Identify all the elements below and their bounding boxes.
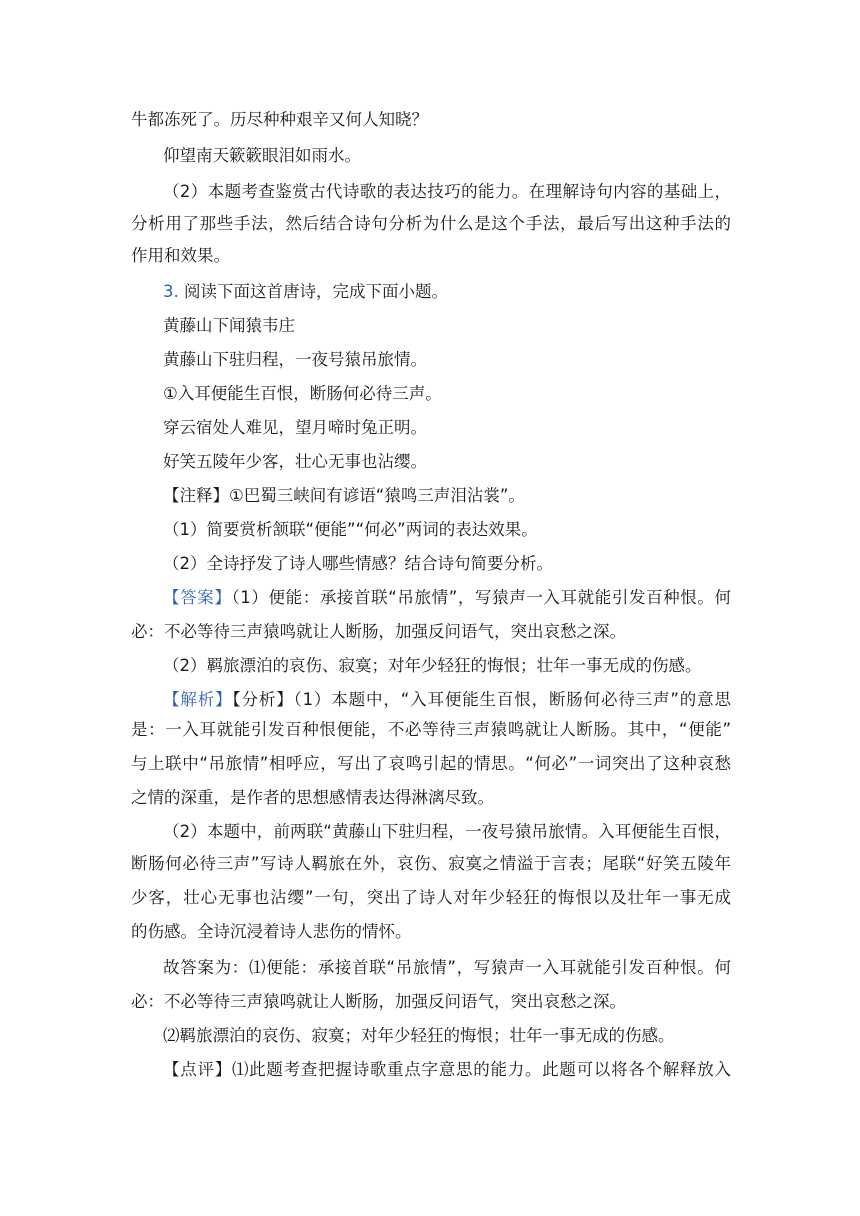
poem-line: 黄藤山下驻归程，一夜号猿吊旅情。: [163, 350, 427, 369]
analysis-line: 断肠何必待三声”写诗人羁旅在外，哀伤、寂寞之情溢于言表；尾联“好笑五陵年: [131, 854, 731, 873]
conclusion-line: 故答案为：⑴便能：承接首联“吊旅情”，写猿声一入耳就能引发百种恨。何: [163, 958, 731, 977]
comment-line: 【点评】⑴此题考查把握诗歌重点字意思的能力。此题可以将各个解释放入: [163, 1060, 731, 1079]
analysis-line: 少客，壮心无事也沾缨”一句，突出了诗人对年少轻狂的悔恨以及壮年一事无成: [131, 888, 731, 907]
analysis-line: 之情的深重，是作者的思想感情表达得淋漓尽致。: [131, 788, 494, 807]
answer-tag: 【答案】: [163, 588, 232, 607]
answer-line: 必：不必等待三声猿鸣就让人断肠，加强反问语气，突出哀愁之深。: [131, 622, 626, 641]
text-line: （2）本题考查鉴赏古代诗歌的表达技巧的能力。在理解诗句内容的基础上，: [163, 182, 731, 201]
text-line: 仰望南天簌簌眼泪如雨水。: [163, 146, 361, 165]
analysis-line: （2）本题中，前两联“黄藤山下驻归程，一夜号猿吊旅情。入耳便能生百恨，: [163, 822, 731, 841]
text-line: 作用和效果。: [131, 246, 230, 265]
sub-question: （2）全诗抒发了诗人哪些情感？结合诗句简要分析。: [163, 554, 553, 573]
analysis-line: 与上联中“吊旅情”相呼应，写出了哀鸣引起的情思。“何必”一词突出了这种哀愁: [131, 754, 731, 773]
poem-title: 黄藤山下闻猿韦庄: [163, 316, 295, 335]
text-line: 牛都冻死了。历尽种种艰辛又何人知晓？: [131, 110, 428, 129]
sub-question: （1）简要赏析颔联“便能”“何必”两词的表达效果。: [163, 520, 538, 539]
analysis-tag: 【解析】: [163, 690, 233, 709]
answer-line: 【答案】（1）便能：承接首联“吊旅情”，写猿声一入耳就能引发百种恨。何: [163, 588, 731, 607]
poem-line: 好笑五陵年少客，壮心无事也沾缨。: [163, 452, 427, 471]
answer-line: （2）羁旅漂泊的哀伤、寂寞；对年少轻狂的悔恨；壮年一事无成的伤感。: [163, 656, 702, 675]
analysis-line: 【解析】【分析】（1）本题中，“入耳便能生百恨，断肠何必待三声”的意思: [163, 690, 731, 709]
poem-line: ①入耳便能生百恨，断肠何必待三声。: [163, 384, 442, 403]
conclusion-line: 必：不必等待三声猿鸣就让人断肠，加强反问语气，突出哀愁之深。: [131, 992, 626, 1011]
analysis-line: 的伤感。全诗沉浸着诗人悲伤的情怀。: [131, 922, 412, 941]
poem-line: 穿云宿处人难见，望月啼时兔正明。: [163, 418, 427, 437]
conclusion-line: ⑵羁旅漂泊的哀伤、寂寞；对年少轻狂的悔恨；壮年一事无成的伤感。: [163, 1026, 675, 1045]
annotation-note: 【注释】①巴蜀三峡间有谚语“猿鸣三声泪沾裳”。: [163, 486, 525, 505]
question-number: 3.: [163, 282, 179, 301]
text-line: 分析用了那些手法，然后结合诗句分析为什么是这个手法，最后写出这种手法的: [131, 214, 731, 233]
analysis-line: 是：一入耳就能引发百种恨便能，不必等待三声猿鸣就让人断肠。其中，“便能”: [131, 720, 731, 739]
question-heading: 3. 阅读下面这首唐诗，完成下面小题。: [163, 282, 448, 301]
